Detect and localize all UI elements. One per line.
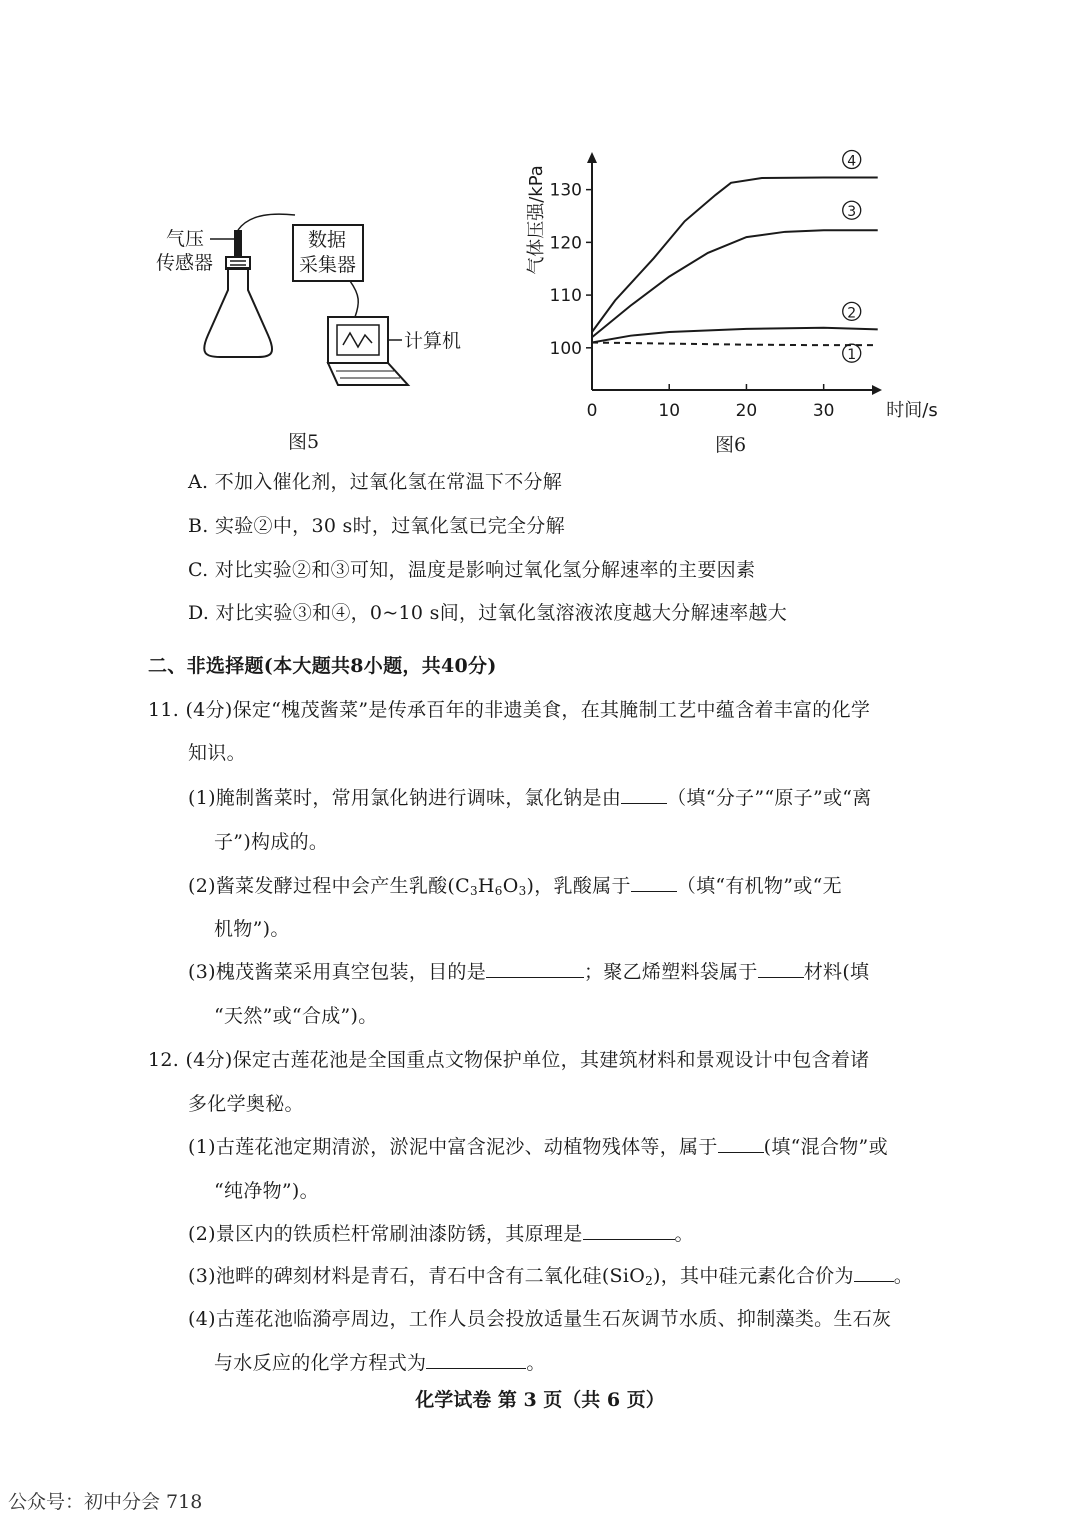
y-tick-label: 130 (549, 180, 582, 201)
series-label: 3 (847, 204, 857, 221)
computer-label: 计算机 (404, 330, 462, 352)
q12-part4-text-b: 与水反应的化学方程式为 (214, 1352, 427, 1374)
figure-5 (150, 195, 480, 455)
subscript: 3 (518, 884, 527, 898)
q12-part3-blank[interactable] (854, 1263, 894, 1282)
y-axis-arrow (587, 152, 597, 163)
q11-part3-text-a: (3)槐茂酱菜采用真空包装，目的是 (188, 961, 487, 983)
x-tick-label: 0 (586, 401, 598, 421)
x-axis-arrow (872, 385, 882, 395)
q12-part2-blank[interactable] (583, 1221, 675, 1240)
q12-part2-text-a: (2)景区内的铁质栏杆常刷油漆防锈，其原理是 (188, 1223, 583, 1245)
figure-5-caption: 图5 (288, 431, 320, 453)
q12-part2-text-b: 。 (674, 1223, 694, 1245)
collector-label-line2: 采集器 (299, 254, 357, 276)
page-footer: 化学试卷 第 3 页（共 6 页） (415, 1389, 665, 1411)
pressure-chart (525, 150, 938, 450)
option-a: A. 不加入催化剂，过氧化氢在常温下不分解 (188, 471, 563, 493)
option-d: D. 对比实验③和④，0~10 s间，过氧化氢溶液浓度越大分解速率越大 (188, 602, 788, 624)
subscript: 3 (469, 884, 478, 898)
q11-part1-text-a: (1)腌制酱菜时，常用氯化钠进行调味，氯化钠是由 (188, 787, 622, 809)
x-tick-label: 10 (658, 401, 681, 421)
series-line-4 (592, 178, 878, 332)
q12-stem-line1: 12. (4分)保定古莲花池是全国重点文物保护单位，其建筑材料和景观设计中包含着诸 (148, 1049, 870, 1071)
q11-part1 (188, 784, 872, 812)
q12-part1-blank[interactable] (718, 1134, 764, 1153)
q11-part3-blank-2[interactable] (758, 959, 804, 978)
q12-part4-blank[interactable] (426, 1350, 526, 1369)
series-label: 2 (847, 305, 857, 322)
q11-part1-text-b: （填“分子”“原子”或“离 (667, 787, 872, 809)
y-tick-label: 100 (549, 338, 582, 359)
q11-part1-blank[interactable] (621, 785, 667, 804)
q11-part3 (188, 958, 869, 986)
option-c: C. 对比实验②和③可知，温度是影响过氧化氢分解速率的主要因素 (188, 559, 756, 581)
q11-part2-cont: 机物”)。 (214, 918, 290, 940)
q11-part2-blank[interactable] (631, 873, 677, 892)
q11-part2-text-b: )，乳酸属于 (526, 875, 631, 897)
sensor-label-line2: 传感器 (156, 252, 214, 274)
formula-o: O (502, 875, 519, 897)
q11-part3-blank-1[interactable] (486, 959, 584, 978)
q12-part4-cont (214, 1349, 546, 1377)
subscript: 6 (494, 884, 503, 898)
q12-part1-cont: “纯净物”)。 (214, 1180, 319, 1202)
q11-part3-text-c: 材料(填 (803, 961, 870, 983)
x-tick-label: 20 (735, 401, 758, 421)
q12-part1 (188, 1133, 888, 1161)
q11-stem-line1: 11. (4分)保定“槐茂酱菜”是传承百年的非遗美食，在其腌制工艺中蕴含着丰富的化学 (148, 699, 871, 721)
q12-part1-text-a: (1)古莲花池定期清淤，淤泥中富含泥沙、动植物残体等，属于 (188, 1136, 718, 1158)
figure-6-caption: 图6 (715, 434, 747, 456)
q12-part3-text-c: 。 (893, 1265, 914, 1287)
q11-part2-text-c: （填“有机物”或“无 (676, 875, 842, 897)
watermark-text: 公众号：初中分会 718 (8, 1491, 203, 1513)
q11-part3-cont: “天然”或“合成”)。 (214, 1005, 378, 1027)
q11-part2-text-a: (2)酱菜发酵过程中会产生乳酸(C (188, 875, 470, 897)
section-2-title: 二、非选择题(本大题共8小题，共40分) (148, 655, 497, 677)
q11-stem-line2: 知识。 (188, 742, 246, 764)
series-label: 4 (847, 153, 857, 170)
x-axis-label: 时间/s (886, 400, 938, 421)
subscript: 2 (645, 1274, 654, 1288)
series-line-1 (592, 343, 878, 346)
figure-6 (525, 150, 938, 456)
q12-stem-line2: 多化学奥秘。 (188, 1093, 304, 1115)
option-b: B. 实验②中，30 s时，过氧化氢已完全分解 (188, 515, 565, 537)
q11-part2 (188, 872, 842, 905)
series-line-3 (592, 230, 878, 337)
q12-part4-text-c: 。 (526, 1352, 546, 1374)
q12-part1-text-b: (填“混合物”或 (763, 1136, 888, 1158)
q11-part3-text-b: ；聚乙烯塑料袋属于 (584, 961, 758, 983)
y-axis-label: 气体压强/kPa (526, 165, 547, 275)
y-tick-label: 120 (549, 233, 582, 254)
series-label: 1 (847, 347, 857, 364)
q11-part1-cont: 子”)构成的。 (214, 831, 329, 853)
q12-part2 (188, 1220, 694, 1248)
x-tick-label: 30 (812, 401, 835, 421)
series-line-2 (592, 328, 878, 343)
sensor-label-line1: 气压 (166, 228, 205, 250)
q12-part4: (4)古莲花池临漪亭周边，工作人员会投放适量生石灰调节水质、抑制藻类。生石灰 (188, 1308, 892, 1330)
q12-part3-text-b: )，其中硅元素化合价为 (653, 1265, 854, 1287)
formula-h: H (477, 875, 495, 897)
q12-part3 (188, 1262, 913, 1295)
y-tick-label: 110 (549, 286, 582, 307)
q12-part3-text-a: (3)池畔的碑刻材料是青石，青石中含有二氧化硅(SiO (188, 1265, 646, 1287)
collector-label-line1: 数据 (308, 229, 347, 251)
